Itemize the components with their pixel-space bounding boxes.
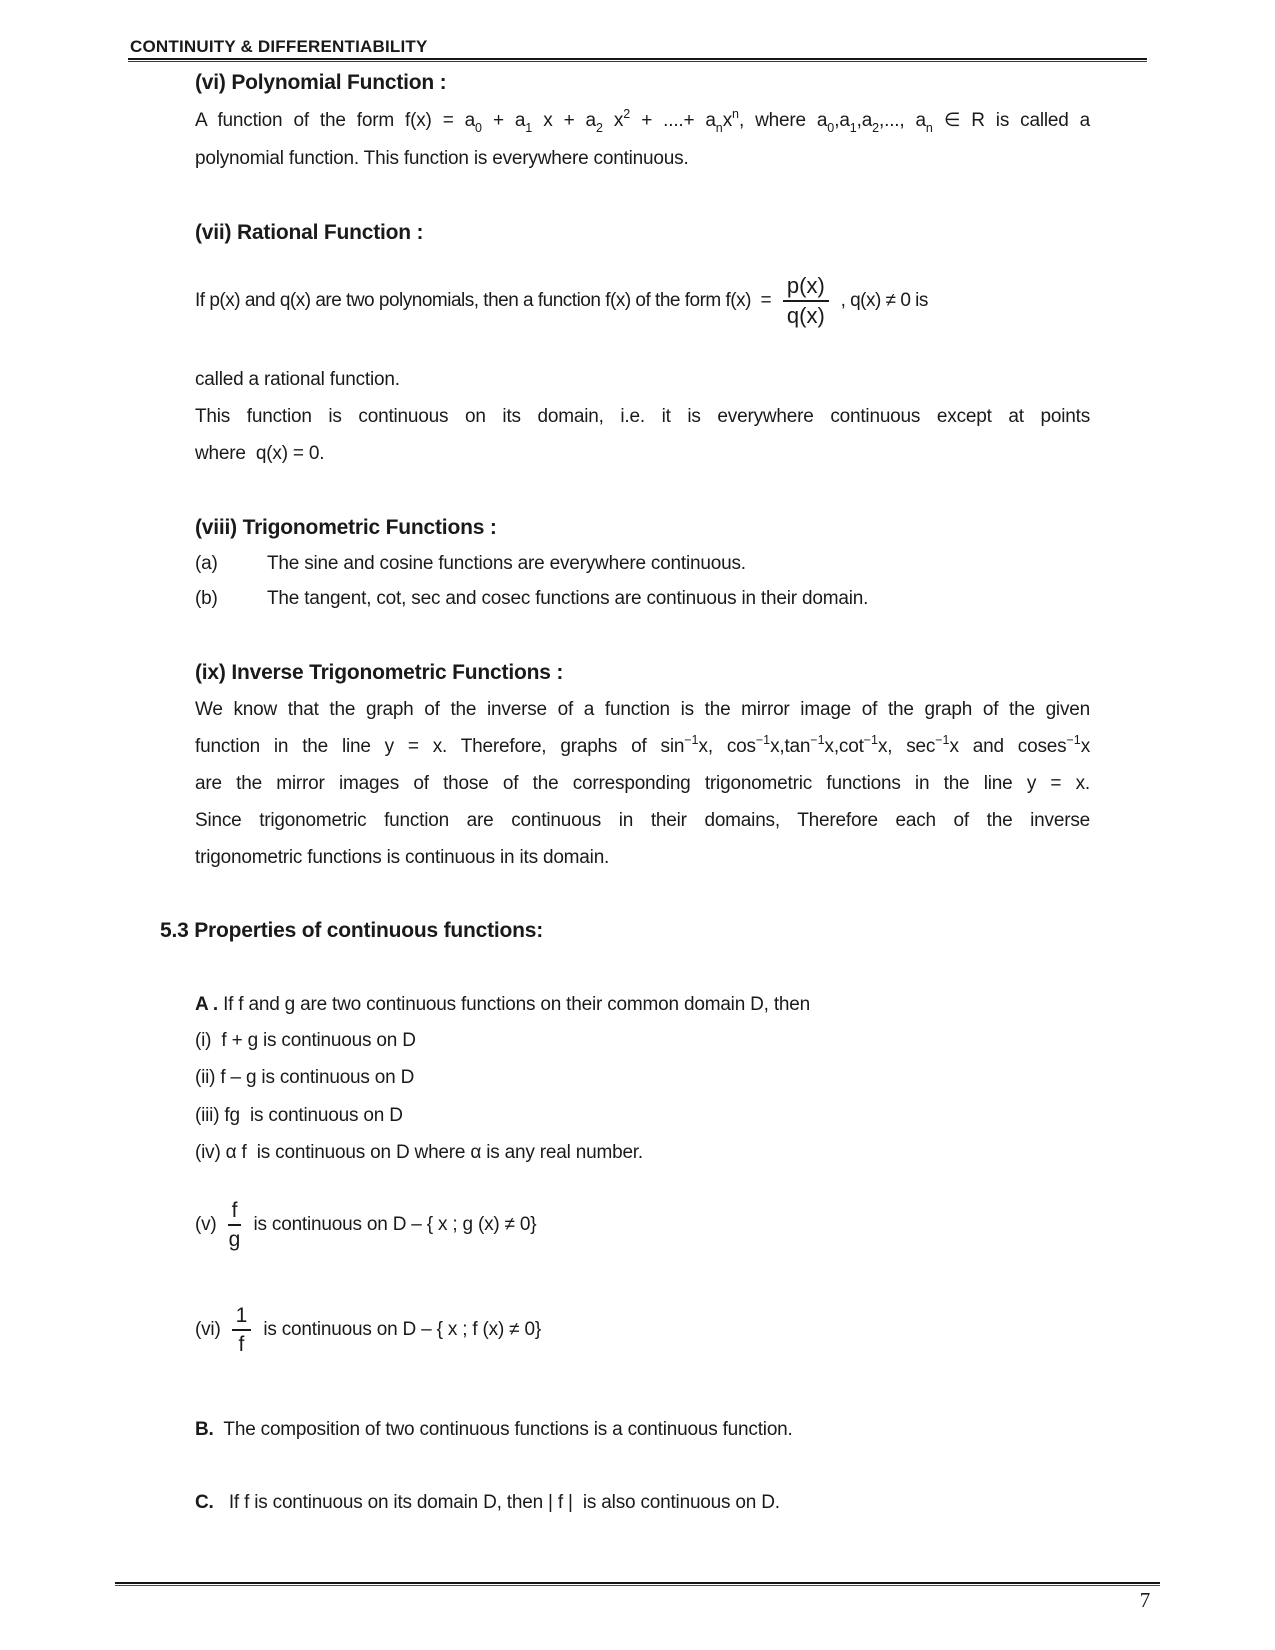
property-b-label: B. (195, 1419, 214, 1440)
fraction-numerator: f (228, 1198, 242, 1226)
section-heading-trigonometric: (viii) Trigonometric Functions : (195, 516, 497, 539)
fraction-numerator: 1 (232, 1303, 252, 1331)
fraction-f-over-g (228, 1198, 242, 1252)
page-number: 7 (1139, 1588, 1151, 1612)
inverse-trig-line1: We know that the graph of the inverse of a function is the mirror image of the graph of the given (195, 699, 1090, 720)
rational-line3: This function is continuous on its domain, i.e. it is everywhere continuous except at points (195, 406, 1090, 427)
rational-intro-line (195, 273, 1090, 330)
section-heading-inverse-trig: (ix) Inverse Trigonometric Functions : (195, 661, 564, 684)
trig-item-a-label: (a) (195, 553, 218, 574)
fraction-one-over-f (232, 1303, 252, 1357)
inverse-trig-line5: trigonometric functions is continuous in its domain. (195, 847, 610, 868)
property-item-v-text: is continuous on D – { x ; g (x) ≠ 0} (248, 1214, 537, 1236)
polynomial-line1: A function of the form $f(x) = a_0 + a_1$ $x + a_2$ $x^2$ + ....+ $a_nx^n$, where $a_0,a_1,a_2$,..., $a_n$ ∈ R is called a (195, 107, 1091, 135)
rational-intro-before: If p(x) and q(x) are two polynomials, then a function f(x) of the form f(x) = (195, 290, 776, 312)
trig-item-b-label: (b) (195, 588, 218, 609)
property-a-label: A . (195, 994, 218, 1015)
polynomial-line2: polynomial function. This function is everywhere continuous. (195, 148, 689, 169)
inverse-trig-paragraph (195, 691, 1090, 876)
polynomial-paragraph (195, 102, 1090, 178)
trig-item-b (195, 580, 1090, 618)
property-a-text: If f and g are two continuous functions on their common domain D, then (217, 994, 811, 1015)
property-item-vi-text: is continuous on D – { x ; f (x) ≠ 0} (258, 1319, 541, 1341)
inverse-trig-line3: are the mirror images of those of the corresponding trigonometric functions in the line y = x. (195, 773, 1090, 794)
property-item-vi-label: (vi) (195, 1319, 221, 1341)
section-heading-polynomial: (vi) Polynomial Function : (195, 71, 447, 94)
trig-item-a-text: The sine and cosine functions are everywhere continuous. (267, 553, 746, 574)
inverse-trig-line4: Since trigonometric function are continuous in their domains, Therefore each of the inverse (195, 810, 1090, 831)
property-item-iii: (iii) fg is continuous on D (195, 1105, 403, 1126)
fraction-denominator: g (228, 1228, 241, 1252)
property-c-text: If f is continuous on its domain D, then | f | is also continuous on D. (213, 1492, 780, 1513)
trig-item-b-text: The tangent, cot, sec and cosec functions are continuous in their domain. (267, 588, 869, 609)
rational-line4: where q(x) = 0. (195, 443, 325, 464)
header-rule (128, 58, 1147, 62)
property-item-iv: (iv) α f is continuous on D where α is any real number. (195, 1142, 643, 1163)
property-item-v-label: (v) (195, 1214, 217, 1236)
fraction-denominator: q(x) (786, 303, 825, 329)
property-b-text: The composition of two continuous functions is a continuous function. (213, 1419, 793, 1440)
rational-line2: called a rational function. (195, 369, 400, 390)
section-heading-properties: 5.3 Properties of continuous functions: (160, 919, 544, 942)
trig-item-a (195, 545, 1090, 583)
property-a-line (195, 986, 1090, 1024)
property-c-line (195, 1484, 1090, 1522)
fraction-p-over-q (783, 273, 829, 330)
property-item-v (195, 1198, 536, 1252)
property-item-i: (i) f + g is continuous on D (195, 1030, 416, 1051)
inverse-trig-line2: function in the line y = x. Therefore, graphs of $\sin^{-1}x$, $\cos^{-1}x,\tan^{-1}x,\cot^{-1}x$, $\sec^{-1}x$ and coses$^{-1}$x (195, 733, 1090, 757)
running-header-title: CONTINUITY & DIFFERENTIABILITY (130, 37, 428, 56)
fraction-denominator: f (238, 1333, 245, 1357)
property-b-line (195, 1411, 1090, 1449)
property-item-vi (195, 1303, 541, 1357)
footer-rule (115, 1582, 1160, 1586)
rational-intro-after: , q(x) ≠ 0 is (835, 290, 928, 312)
section-heading-rational: (vii) Rational Function : (195, 221, 424, 244)
fraction-numerator: p(x) (783, 273, 829, 302)
property-item-ii: (ii) f – g is continuous on D (195, 1067, 415, 1088)
property-c-label: C. (195, 1492, 214, 1513)
rational-paragraph2 (195, 398, 1090, 472)
